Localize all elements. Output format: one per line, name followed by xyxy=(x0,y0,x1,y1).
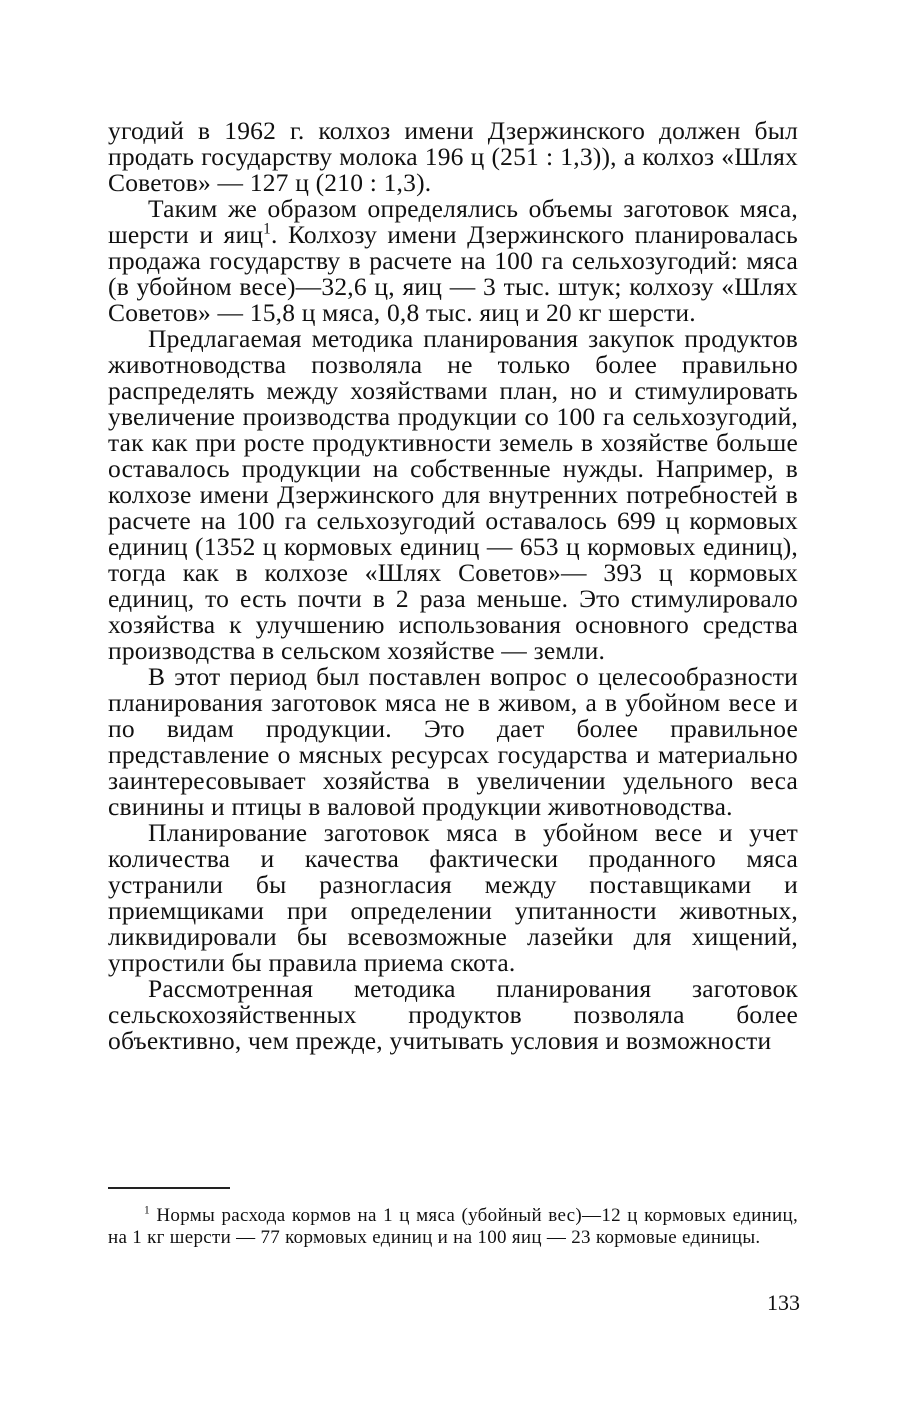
paragraph-2 xyxy=(108,196,798,326)
footnote-divider xyxy=(108,1187,230,1189)
paragraph-2-start: Таким же образом определялись объемы заготовок мяса, шерсти и яиц xyxy=(108,194,798,249)
paragraph-6: Рассмотренная методика планирования заготовок сельскохозяйственных продуктов позволяла более объективно, чем прежде, учитывать условия и возможности xyxy=(108,974,798,1055)
footnote-marker: 1 xyxy=(144,1204,150,1217)
paragraph-3: Предлагаемая методика планирования закупок продуктов животноводства позволяла не только более правильно распределять между хозяйствами план, но и стимулировать увеличение производства продукции со 100 га сельхозугодий, так как при росте продуктивности земель в хозяйстве больше оставалось продукции на собственные нужды. Например, в колхозе имени Дзержинского для внутренних потребностей в расчете на 100 га сельхозугодий оставалось 699 ц кормовых единиц (1352 ц кормовых единиц — 653 ц кормовых единиц), тогда как в колхозе «Шлях Советов»— 393 ц кормовых единиц, то есть почти в 2 раза меньше. Это стимулировало хозяйства к улучшению использования основного средства производства в сельском хозяйстве — земли. xyxy=(108,324,798,665)
paragraph-5: Планирование заготовок мяса в убойном весе и учет количества и качества фактически проданного мяса устранили бы разногласия между поставщиками и приемщиками при определении упитанности животных, ликвидировали бы всевозможные лазейки для хищений, упростили бы правила приема скота. xyxy=(108,818,798,977)
paragraph-4: В этот период был поставлен вопрос о целесообразности планирования заготовок мяса не в живом, а в убойном весе и по видам продукции. Это дает более правильное представление о мясных ресурсах государства и материально заинтересовывает хозяйства в увеличении удельного веса свинины и птицы в валовой продукции животноводства. xyxy=(108,662,798,821)
main-text xyxy=(108,118,798,1054)
page-number: 133 xyxy=(767,1290,800,1315)
paragraph-2-rest: . Колхозу имени Дзержинского планировалась продажа государству в расчете на 100 га сельхозугодий: мяса (в убойном весе)—32,6 ц, яиц — 3 тыс. штук; колхозу «Шлях Советов» — 15,8 ц мяса, 0,8 тыс. яиц и 20 кг шерсти. xyxy=(108,220,798,327)
footnote xyxy=(108,1205,798,1249)
paragraph-1: угодий в 1962 г. колхоз имени Дзержинского должен был продать государству молока 196 ц (251 : 1,3)), а колхоз «Шлях Советов» — 127 ц (210 : 1,3). xyxy=(108,116,798,197)
footnote-ref: 1 xyxy=(263,220,272,238)
footnote-text: Нормы расхода кормов на 1 ц мяса (убойный вес)—12 ц кормовых единиц, на 1 кг шерсти — 77 кормовых единиц и на 100 яиц — 23 кормовые единицы. xyxy=(108,1205,798,1248)
